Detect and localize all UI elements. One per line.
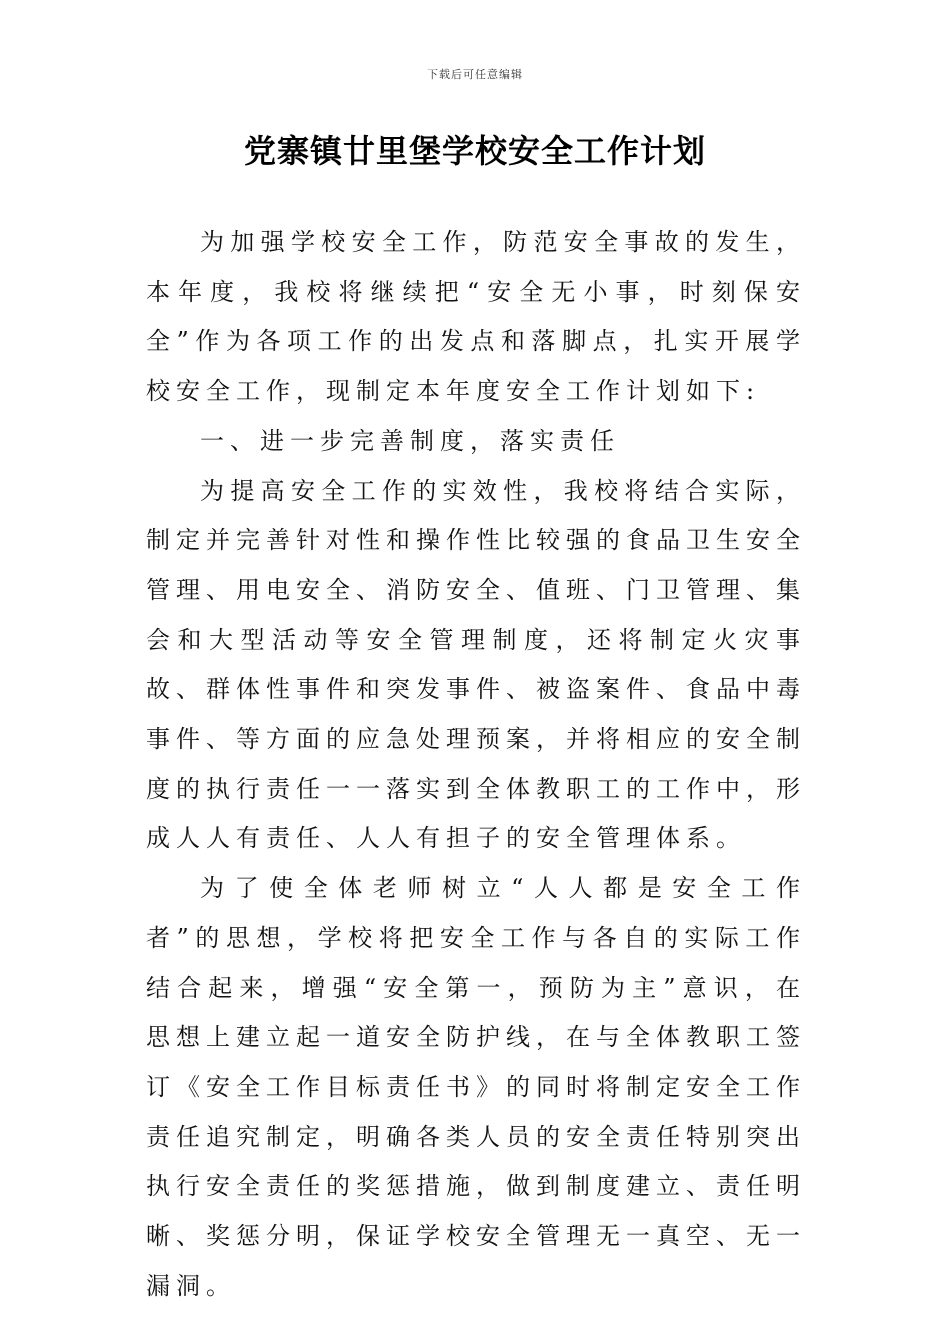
document-title: 党寨镇廿里堡学校安全工作计划 — [243, 132, 706, 170]
page-header-note: 下载后可任意编辑 — [427, 68, 523, 81]
paragraph-system: 为提高安全工作的实效性，我校将结合实际，制定并完善针对性和操作性比较强的食品卫生安全管理、用电安全、消防安全、值班、门卫管理、集会和大型活动等安全管理制度，还将制定火灾事故、群体性事件和突发事件、被盗案件、食品中毒事件、等方面的应急处理预案，并将相应的安全制度的执行责任一一落实到全体教职工的工作中，形成人人有责任、人人有担子的安全管理体系。 — [146, 476, 806, 853]
paragraph-awareness: 为了使全体老师树立“人人都是安全工作者”的思想，学校将把安全工作与各自的实际工作结合起来，增强“安全第一，预防为主”意识，在思想上建立起一道安全防护线，在与全体教职工签订《安全工作目标责任书》的同时将制定安全工作责任追究制定，明确各类人员的安全责任特别突出执行安全责任的奖惩措施，做到制度建立、责任明晰、奖惩分明，保证学校安全管理无一真空、无一漏洞。 — [146, 874, 806, 1300]
document-body — [146, 218, 806, 1311]
section-heading-1: 一、进一步完善制度，落实责任 — [200, 426, 620, 455]
paragraph-intro: 为加强学校安全工作，防范安全事故的发生，本年度，我校将继续把“安全无小事，时刻保安全”作为各项工作的出发点和落脚点，扎实开展学校安全工作，现制定本年度安全工作计划如下: — [146, 228, 806, 406]
